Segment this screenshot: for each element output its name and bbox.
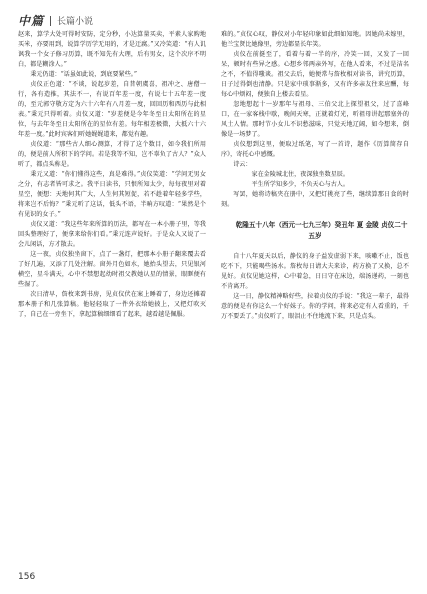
- paragraph: 贞仪又道：“我这些年来所算的历法，都写在一本小册子里，等我回头整理好了，便拿来给你们看。”秉元连声说好。于是众人又说了一会儿闲话，方才散去。: [18, 221, 206, 248]
- paragraph: 难的。”贞仪心叹，静仪对小年轻印象如此细如知地。因她尚未嫁里，他兰宝贤比她像里，旁边都显长年笑。: [221, 31, 409, 48]
- page-number: 156: [18, 572, 36, 582]
- magazine-logo: 中篇: [18, 14, 45, 28]
- paragraph: 贞仪在前挺至了，看着与着一半的序，冷笑一回，又发了一回呆，顿时有些异之感。心想乡邻两亲外写，在他人看来，不过是洁名之不，不值得嗤谈。祖父去后，她便常与詹枚相对读书，讲究历算，日子过得倒也清静。只是家中琐事渐多，又有许多亲友往来应酬，每每心中烦闷，便独自上楼去看星。: [221, 51, 409, 98]
- section-name: 长篇小说: [57, 17, 94, 27]
- paragraph: 这一日，静仪精神略好些，拉着贞仪的手说：“我这一辈子，最得意的便是有你这么一个好妹子。你的学问，将来必定有人看重的，千万不要丢了。”贞仪听了，眼泪止不住地流下来，只是点头。: [221, 293, 409, 320]
- paragraph: 贞仪正色道：“不谈，说起岁差，自昔朝虞喜，祖冲之、唐僧一行，各有造推，其法不一，有说百年差一度，有说七十五年差一度的，至元郭守敬方定为六十六年有八月差一度，回回历和西历与此相表。”秉元只得听着。贞仪又道：“岁差便是今年冬至日太阳所在的星位，与去年冬至日太阳所在的星位有差。每年相差极微，大抵六十六年差一度。”此时宾客们听她娓娓道来，都觉有趣。: [18, 81, 206, 138]
- paragraph: 这一夜，贞仪独坐窗下，点了一盏灯，把那本小册子翻来覆去看了好几遍，又添了几处注解。窗外月色如水，她抬头望去，只见银河横空，星斗满天，心中不禁想起幼时祖父教她认星的情景，眼眶便有些湿了。: [18, 251, 206, 288]
- paragraph: 诗云：: [233, 161, 252, 168]
- paragraph: 自十八年夏天以后，静仪的身子益发虚弱下来，咳嗽不止，饭也吃不下，只能喝些汤水。詹枚每日请大夫来诊，药方换了又换，总不见好。贞仪见她这样，心中着急，日日守在床边，端汤递药，一刻也不肯离开。: [221, 253, 409, 290]
- poem-line: 平生所学知多少，不负天心与古人。: [251, 181, 349, 188]
- left-column: [18, 30, 206, 564]
- paragraph: 赵来，算学大处可得时安防，定分秒，小达算量买卖，平素人家购地买米，亦要用到，说算学历学无用的，才是迂腐。”又冷笑道：“有人讥讽我一个女子修习历算，既不知先有大理，后有男女，这个次序不明白，都是糊涂人。”: [18, 31, 206, 68]
- paragraph: 秉元又道：“你们懂得这些，真是难得。”贞仪笑道：“学问无男女之分，有志者皆可求之。我平日读书，只恨所知太少，每每夜里对着星空，便想：天地何其广大，人生何其短促，若不趁着年轻多学些，将来岂不后悔？”秉元听了这话，低头不语，半晌方叹道：“果然是个有见识的女子。”: [18, 171, 206, 218]
- paragraph: 次日清早，詹枚来到书房，见贞仪伏在案上睡着了，身边还摊着那本册子和几张算稿。他轻轻取了一件外衣给她披上，又把灯吹灭了，自己在一旁坐下，拿起算稿细细看了起来，越看越是佩服。: [18, 291, 206, 318]
- section-spacer: [221, 210, 409, 220]
- paragraph: 贞仪想到这里，便取过纸笔，写了一首诗，题作《历算简存自序》，寄托心中感慨。: [221, 141, 409, 158]
- paragraph: 忽地想起十一岁那年与祖母、三伯父北上探望祖父，过了喜峰口，在一家客栈中歇，晚间天寒，正就着灯光，听祖母讲起那塞外的风土人情。那时节小女儿不识愁滋味，只觉天地辽阔，如今想来，倒像是一场梦了。: [221, 101, 409, 138]
- entry-heading: 乾隆五十八年（西元一七九三年）癸丑年 夏 金陵 贞仪二十五岁: [235, 221, 408, 240]
- right-column: [221, 30, 409, 564]
- page-body: [18, 30, 409, 564]
- paragraph: 写罢，她将诗稿夹在册中，又把灯挑亮了些，继续算那日食的时刻。: [221, 191, 409, 208]
- running-header: [18, 12, 93, 29]
- poem-line: 家在金陵城北住，夜深独坐数星辰。: [251, 171, 349, 178]
- header-divider: [50, 16, 51, 26]
- paragraph: 秉元仍道：“话虽如此说，到底要紧些。”: [30, 71, 137, 78]
- section-spacer: [221, 242, 409, 252]
- paragraph: 贞仪道：“那些古人细心测算，才得了这个数目，如今我们所用的，便是前人所积下的学问。若是我等不知，岂不辜负了古人？”众人听了，都点头称是。: [18, 141, 206, 168]
